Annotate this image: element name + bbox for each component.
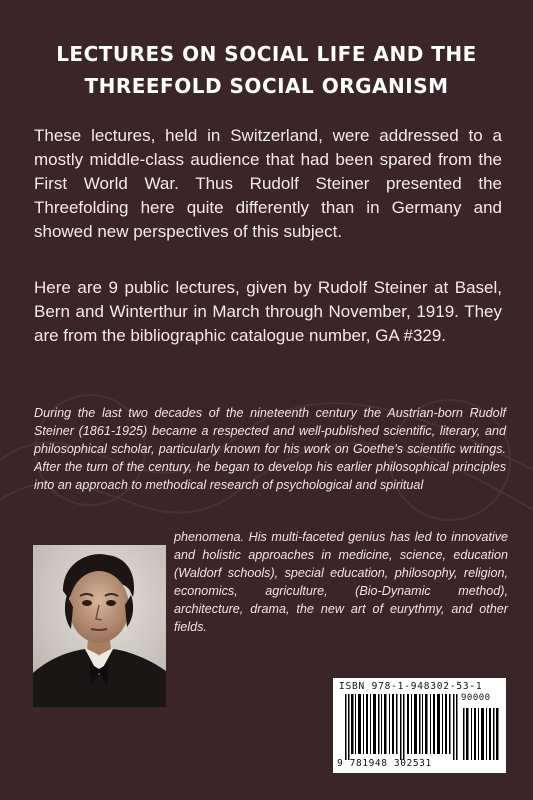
- author-bio-continued: phenomena. His multi-faceted genius has led to innovative and holistic approaches in medicine, science, education (Waldorf schools), special education, philosophy, religion, economics, agriculture, (Bio-Dynamic method), architecture, drama, the new art of eurythmy, and other fields.: [174, 530, 508, 634]
- author-portrait: [33, 545, 166, 707]
- title-line-2: THREEFOLD SOCIAL ORGANISM: [84, 74, 449, 98]
- description-paragraph-1: These lectures, held in Switzerland, were addressed to a mostly middle-class audience that had been spared from the First World War. Thus Rudolf Steiner presented the Threefolding here quite differently than in Germany and showed new perspectives of this subject.: [34, 126, 502, 241]
- author-bio-top: During the last two decades of the nineteenth century the Austrian-born Rudolf Steiner (1861-1925) became a respected and well-published scientific, literary, and philosophical scholar, particularly known for his work on Goethe's scientific writings. After the turn of the century, he began to develop his earlier philosophical principles into an approach to methodical research of psychological and spiritual: [34, 406, 506, 492]
- book-title: [30, 38, 503, 102]
- addon-barcode-bars: [463, 708, 501, 760]
- isbn-label: ISBN 978-1-948302-53-1: [339, 681, 483, 692]
- isbn-barcode: [333, 678, 506, 773]
- addon-code: 90000: [461, 693, 491, 703]
- ean-digits: 9 781948 302531: [337, 758, 432, 769]
- ean-barcode-bars: [345, 694, 459, 760]
- title-line-1: LECTURES ON SOCIAL LIFE AND THE: [56, 42, 477, 66]
- description-paragraph-2: Here are 9 public lectures, given by Rudolf Steiner at Basel, Bern and Winterthur in March through November, 1919. They are from the bibliographic catalogue number, GA #329.: [34, 278, 502, 345]
